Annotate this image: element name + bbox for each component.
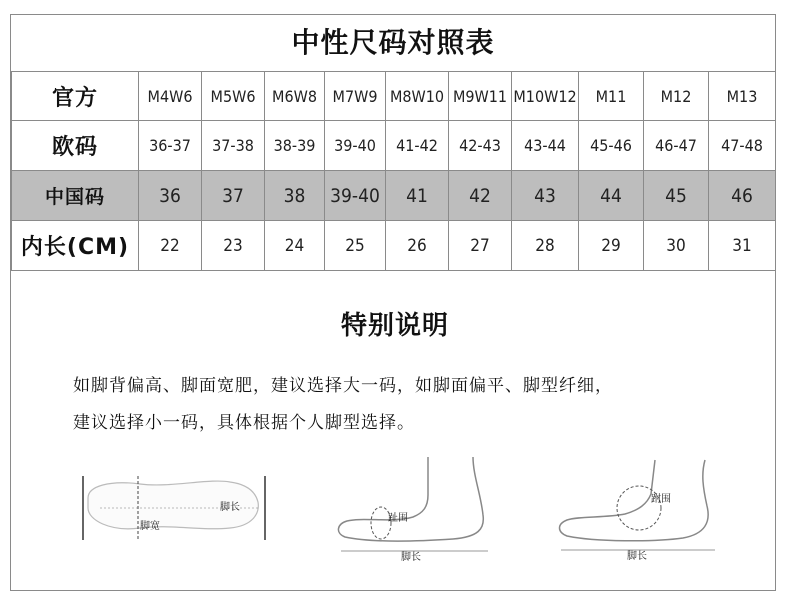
table-cell: 27 <box>449 221 512 271</box>
sole-length-label: 脚长 <box>220 502 240 513</box>
table-cell: M7W9 <box>325 72 386 121</box>
table-cell: 44 <box>579 171 644 221</box>
foot-side-outline-icon <box>338 457 483 541</box>
table-cell: 46-47 <box>644 121 709 171</box>
row-header: 中国码 <box>12 171 139 221</box>
table-cell: 43-44 <box>512 121 579 171</box>
side1-length-label: 脚长 <box>401 552 421 563</box>
table-cell: 31 <box>709 221 776 271</box>
side1-girth-label: 趾围 <box>388 513 408 524</box>
row-header: 内长(CM) <box>12 221 139 271</box>
notes-line-2: 建议选择小一码，具体根据个人脚型选择。 <box>73 413 415 433</box>
table-row <box>12 72 776 121</box>
table-cell: 26 <box>386 221 449 271</box>
table-row <box>12 221 776 271</box>
table-cell: M13 <box>709 72 776 121</box>
row-header: 官方 <box>12 72 139 121</box>
table-cell: 41 <box>386 171 449 221</box>
notes-title: 特别说明 <box>340 311 449 341</box>
table-cell: 30 <box>644 221 709 271</box>
table-cell: 36 <box>139 171 202 221</box>
table-cell: M11 <box>579 72 644 121</box>
table-cell: 37-38 <box>202 121 265 171</box>
table-cell: 41-42 <box>386 121 449 171</box>
side2-girth-label: 跗围 <box>651 494 671 505</box>
table-cell: M12 <box>644 72 709 121</box>
table-cell: 37 <box>202 171 265 221</box>
table-cell: 25 <box>325 221 386 271</box>
toe-girth-diagram <box>333 455 498 563</box>
table-cell: 45 <box>644 171 709 221</box>
sole-diagram <box>80 468 270 548</box>
table-cell: 39-40 <box>325 121 386 171</box>
table-cell: M5W6 <box>202 72 265 121</box>
table-cell: M8W10 <box>386 72 449 121</box>
size-table <box>11 71 776 271</box>
table-cell: 42-43 <box>449 121 512 171</box>
table-cell: 38-39 <box>265 121 325 171</box>
table-cell: 22 <box>139 221 202 271</box>
table-cell: 42 <box>449 171 512 221</box>
table-cell: 36-37 <box>139 121 202 171</box>
table-cell: 39-40 <box>325 171 386 221</box>
instep-girth-diagram <box>555 458 725 566</box>
table-cell: 46 <box>709 171 776 221</box>
page-title: 中性尺码对照表 <box>11 15 775 72</box>
table-row-highlighted <box>12 171 776 221</box>
table-cell: 47-48 <box>709 121 776 171</box>
table-cell: 29 <box>579 221 644 271</box>
table-cell: 43 <box>512 171 579 221</box>
table-cell: 28 <box>512 221 579 271</box>
sole-width-label: 脚宽 <box>140 521 160 532</box>
table-row <box>12 121 776 171</box>
notes-line-1: 如脚背偏高、脚面宽肥，建议选择大一码，如脚面偏平、脚型纤细， <box>73 376 613 396</box>
table-cell: M6W8 <box>265 72 325 121</box>
side2-length-label: 脚长 <box>627 551 647 562</box>
table-cell: M4W6 <box>139 72 202 121</box>
table-cell: 38 <box>265 171 325 221</box>
table-cell: 45-46 <box>579 121 644 171</box>
row-header: 欧码 <box>12 121 139 171</box>
table-cell: 23 <box>202 221 265 271</box>
table-cell: M10W12 <box>512 72 579 121</box>
table-cell: M9W11 <box>449 72 512 121</box>
foot-side-outline-2-icon <box>560 460 709 541</box>
table-cell: 24 <box>265 221 325 271</box>
